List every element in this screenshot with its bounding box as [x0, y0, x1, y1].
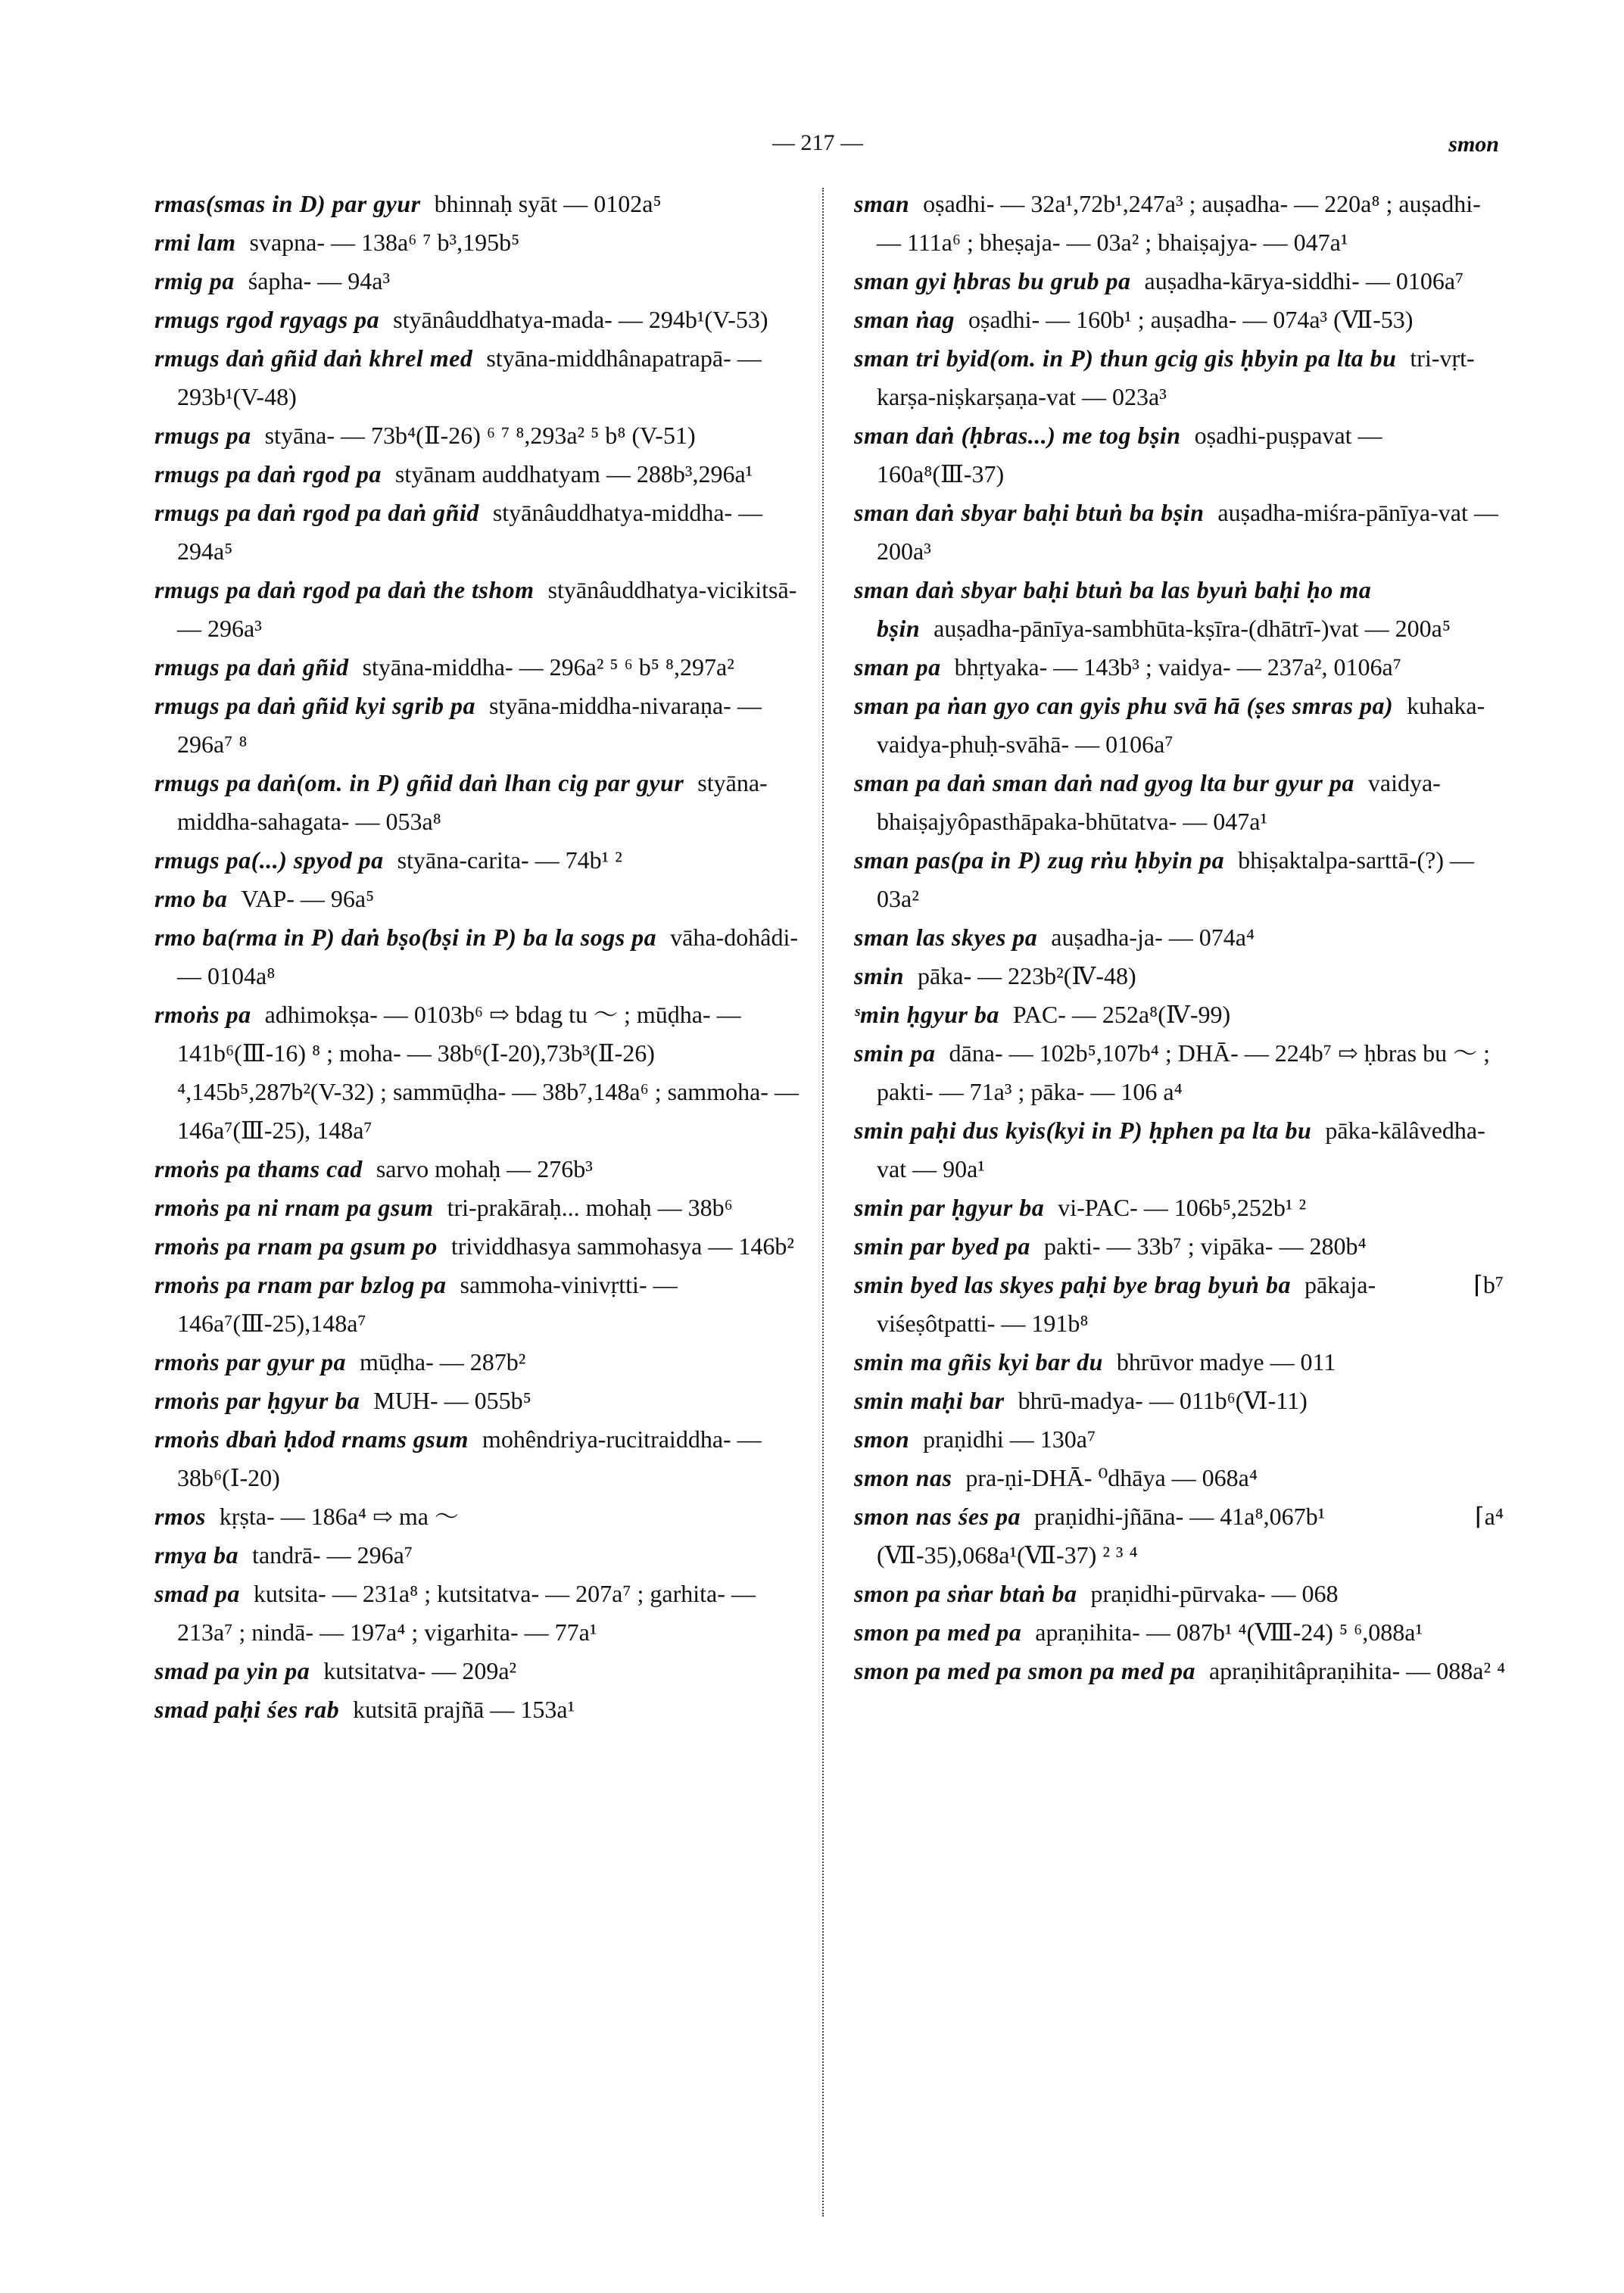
entry-gloss: kutsitatva- — 209a²: [323, 1657, 517, 1684]
entry-term: rmugs rgod rgyags pa: [154, 306, 380, 333]
dictionary-entry: [854, 1575, 1507, 1613]
entry-term: sman: [854, 190, 910, 217]
left-column: [154, 185, 803, 1729]
entry-gloss: bhinnaḥ syāt — 0102a⁵: [434, 190, 662, 217]
entry-term: smin maḥi bar: [854, 1387, 1005, 1414]
dictionary-entry: [854, 995, 1507, 1034]
dictionary-entry: [854, 1111, 1507, 1189]
dictionary-entry: [854, 648, 1507, 687]
entry-gloss: bhrū-madya- — 011b⁶(Ⅵ-11): [1018, 1387, 1308, 1414]
dictionary-entry: [854, 416, 1507, 494]
entry-gloss: adhimokṣa- — 0103b⁶ ⇨ bdag tu ～ ; mūḍha- — 141b⁶(Ⅲ-16) ⁸ ; moha- — 38b⁶(Ⅰ-20),73b³(Ⅱ-26) ⁴,145b⁵,287b²(V-32) ; sammūḍha- — 38b⁷,148a⁶ ; sammoha- — 146a⁷(Ⅲ-25), 148a⁷: [177, 1001, 799, 1144]
entry-term: smon nas: [854, 1464, 952, 1491]
dictionary-entry: [854, 1227, 1507, 1266]
entry-term: rmugs pa: [154, 422, 251, 449]
entry-term: smin byed las skyes paḥi bye brag byuṅ ba: [854, 1271, 1291, 1298]
dictionary-entry: [154, 339, 803, 416]
entry-term: sman daṅ sbyar baḥi btuṅ ba las byuṅ baḥi ḥo ma bṣin: [854, 576, 1372, 642]
dictionary-entry: [854, 841, 1507, 918]
entry-term: rmoṅs pa ni rnam pa gsum: [154, 1194, 434, 1221]
entry-term: rmig pa: [154, 267, 235, 294]
entry-term: sman pa daṅ sman daṅ nad gyog lta bur gyur pa: [854, 769, 1354, 796]
entry-gloss: praṇidhi-jñāna- — 41a⁸,067b¹ (Ⅶ-35),068a¹(Ⅶ-37) ² ³ ⁴: [877, 1503, 1326, 1569]
entry-term: sman pa: [854, 653, 941, 681]
dictionary-entry: [154, 1266, 803, 1343]
entry-term: rmas(smas in D) par gyur: [154, 190, 421, 217]
entry-term: rmo ba(rma in P) daṅ bṣo(bṣi in P) ba la sogs pa: [154, 924, 657, 951]
dictionary-entry: [854, 339, 1507, 416]
entry-gloss: kutsita- — 231a⁸ ; kutsitatva- — 207a⁷ ; garhita- — 213a⁷ ; nindā- — 197a⁴ ; vigarhita- — 77a¹: [177, 1580, 756, 1646]
entry-gloss: pāka-kālâvedha-vat — 90a¹: [877, 1117, 1485, 1182]
entry-gloss: bhiṣaktalpa-sarttā-(?) — 03a²: [877, 846, 1474, 912]
entry-term: rmugs pa(...) spyod pa: [154, 846, 384, 874]
entry-gloss: auṣadha-miśra-pānīya-vat — 200a³: [877, 499, 1498, 565]
entry-gloss: styāna- — 73b⁴(Ⅱ-26) ⁶ ⁷ ⁸,293a² ⁵ b⁸ (V-51): [264, 422, 696, 449]
entry-gloss: dāna- — 102b⁵,107b⁴ ; DHĀ- — 224b⁷ ⇨ ḥbras bu ～ ; pakti- — 71a³ ; pāka- — 106 a⁴: [877, 1039, 1490, 1105]
margin-note: ⌈a⁴: [1475, 1503, 1504, 1530]
dictionary-entry: [854, 1420, 1507, 1459]
dictionary-entry: [154, 764, 803, 841]
entry-term: sman ṅag: [854, 306, 955, 333]
entry-term: smad pa yin pa: [154, 1657, 310, 1684]
dictionary-entry: [854, 1459, 1507, 1497]
dictionary-entry: [854, 185, 1507, 262]
entry-gloss: oṣadhi-puṣpavat — 160a⁸(Ⅲ-37): [877, 422, 1382, 488]
dictionary-entry: [154, 494, 803, 571]
entry-term: sman daṅ sbyar baḥi btuṅ ba bṣin: [854, 499, 1205, 526]
dictionary-entry: [154, 1382, 803, 1420]
entry-gloss: styānâuddhatya-middha- — 294a⁵: [177, 499, 763, 565]
dictionary-entry: [854, 1034, 1507, 1111]
dictionary-entry: [854, 918, 1507, 957]
entry-term: rmoṅs pa rnam par bzlog pa: [154, 1271, 447, 1298]
dictionary-entry: [854, 1189, 1507, 1227]
entry-term: rmugs pa daṅ(om. in P) gñid daṅ lhan cig par gyur: [154, 769, 684, 796]
entry-gloss: styānâuddhatya-vicikitsā- — 296a³: [177, 576, 797, 642]
dictionary-entry: [154, 1575, 803, 1652]
entry-term: rmugs pa daṅ rgod pa daṅ gñid: [154, 499, 479, 526]
entry-term: rmoṅs par gyur pa: [154, 1348, 346, 1375]
entry-term: rmi lam: [154, 229, 236, 256]
dictionary-entry: [154, 1189, 803, 1227]
dictionary-entry: [154, 416, 803, 455]
entry-term: rmugs pa daṅ rgod pa: [154, 460, 382, 488]
entry-term: smin ma gñis kyi bar du: [854, 1348, 1103, 1375]
entry-term: rmo ba: [154, 885, 228, 912]
entry-term: rmugs pa daṅ gñid kyi sgrib pa: [154, 692, 475, 719]
column-divider: [822, 188, 824, 2217]
dictionary-entry: [854, 1266, 1507, 1343]
entry-term: rmoṅs pa rnam pa gsum po: [154, 1232, 438, 1260]
entry-gloss: vi-PAC- — 106b⁵,252b¹ ²: [1058, 1194, 1307, 1221]
entry-term: rmoṅs par ḥgyur ba: [154, 1387, 360, 1414]
dictionary-entry: [154, 1497, 803, 1536]
entry-term: smin par byed pa: [854, 1232, 1030, 1260]
entry-gloss: pakti- — 33b⁷ ; vipāka- — 280b⁴: [1043, 1232, 1367, 1260]
entry-gloss: auṣadha-kārya-siddhi- — 0106a⁷: [1144, 267, 1464, 294]
entry-term: smad pa: [154, 1580, 240, 1607]
dictionary-entry: [854, 1497, 1507, 1575]
entry-term: smin par ḥgyur ba: [854, 1194, 1045, 1221]
dictionary-entry: [154, 1690, 803, 1729]
running-head: smon: [1448, 132, 1499, 157]
entry-term: rmos: [154, 1503, 206, 1530]
entry-gloss: styāna-middha-nivaraṇa- — 296a⁷ ⁸: [177, 692, 762, 758]
entry-term: smin: [854, 962, 905, 989]
dictionary-entry: [854, 262, 1507, 301]
entry-gloss: pākaja-viśeṣôtpatti- — 191b⁸: [877, 1271, 1376, 1337]
entry-gloss: apraṇihita- — 087b¹ ⁴(Ⅷ-24) ⁵ ⁶,088a¹: [1035, 1618, 1423, 1646]
entry-gloss: apraṇihitâpraṇihita- — 088a² ⁴: [1208, 1657, 1506, 1684]
dictionary-entry: [154, 1343, 803, 1382]
entry-gloss: styānâuddhatya-mada- — 294b¹(V-53): [393, 306, 768, 333]
entry-gloss: styāna-middha-sahagata- — 053a⁸: [177, 769, 768, 835]
entry-gloss: auṣadha-ja- — 074a⁴: [1051, 924, 1255, 951]
entry-gloss: vāha-dohâdi- — 0104a⁸: [177, 924, 798, 989]
entry-gloss: bhrūvor madye — 011: [1116, 1348, 1336, 1375]
dictionary-entry: [154, 687, 803, 764]
dictionary-entry: [154, 185, 803, 223]
dictionary-entry: [154, 223, 803, 262]
entry-gloss: tri-vṛt-karṣa-niṣkarṣaṇa-vat — 023a³: [877, 344, 1475, 410]
entry-term: rmoṅs pa thams cad: [154, 1155, 363, 1182]
entry-gloss: styāna-middhânapatrapā- — 293b¹(V-48): [177, 344, 762, 410]
entry-term: sman daṅ (ḥbras...) me tog bṣin: [854, 422, 1181, 449]
entry-term: smon: [854, 1425, 910, 1453]
entry-gloss: kutsitā prajñā — 153a¹: [353, 1696, 575, 1723]
entry-term: rmya ba: [154, 1541, 239, 1569]
entry-gloss: sarvo mohaḥ — 276b³: [376, 1155, 593, 1182]
entry-term: sman pas(pa in P) zug rṅu ḥbyin pa: [854, 846, 1225, 874]
entry-term: rmugs pa daṅ gñid: [154, 653, 349, 681]
dictionary-entry: [154, 880, 803, 918]
dictionary-entry: [854, 1343, 1507, 1382]
dictionary-entry: [154, 1420, 803, 1497]
entry-gloss: vaidya-bhaiṣajyôpasthāpaka-bhūtatva- — 047a¹: [877, 769, 1441, 835]
entry-term: rmoṅs pa: [154, 1001, 251, 1028]
entry-term: rmugs pa daṅ rgod pa daṅ the tshom: [154, 576, 535, 603]
entry-gloss: auṣadha-pānīya-sambhūta-kṣīra-(dhātrī-)vat — 200a⁵: [934, 615, 1451, 642]
entry-term: smin paḥi dus kyis(kyi in P) ḥphen pa lta bu: [854, 1117, 1312, 1144]
right-column: [854, 185, 1507, 1690]
dictionary-entry: [154, 301, 803, 339]
entry-term: smon nas śes pa: [854, 1503, 1021, 1530]
entry-gloss: svapna- — 138a⁶ ⁷ b³,195b⁵: [249, 229, 520, 256]
dictionary-entry: [854, 957, 1507, 995]
dictionary-entry: [854, 571, 1507, 648]
entry-gloss: styāna-middha- — 296a² ⁵ ⁶ b⁵ ⁸,297a²: [362, 653, 734, 681]
dictionary-entry: [154, 1652, 803, 1690]
entry-term: ˢmin ḥgyur ba: [854, 1001, 999, 1028]
entry-gloss: praṇidhi-pūrvaka- — 068: [1090, 1580, 1339, 1607]
dictionary-entry: [854, 687, 1507, 764]
entry-gloss: sammoha-vinivṛtti- — 146a⁷(Ⅲ-25),148a⁷: [177, 1271, 678, 1337]
dictionary-entry: [154, 1227, 803, 1266]
dictionary-entry: [854, 1382, 1507, 1420]
dictionary-entry: [854, 1613, 1507, 1652]
entry-gloss: bhṛtyaka- — 143b³ ; vaidya- — 237a², 0106a⁷: [954, 653, 1401, 681]
margin-note: ⌈b⁷: [1473, 1271, 1504, 1298]
entry-gloss: oṣadhi- — 32a¹,72b¹,247a³ ; auṣadha- — 220a⁸ ; auṣadhi- — 111a⁶ ; bheṣaja- — 03a² ; bhaiṣajya- — 047a¹: [877, 190, 1481, 256]
dictionary-entry: [154, 918, 803, 995]
entry-gloss: oṣadhi- — 160b¹ ; auṣadha- — 074a³ (Ⅶ-53): [968, 306, 1414, 333]
entry-term: smad paḥi śes rab: [154, 1696, 340, 1723]
dictionary-entry: [154, 1150, 803, 1189]
entry-gloss: styāna-carita- — 74b¹ ²: [397, 846, 622, 874]
entry-gloss: styānam auddhatyam — 288b³,296a¹: [394, 460, 753, 488]
entry-gloss: PAC- — 252a⁸(Ⅳ-99): [1012, 1001, 1231, 1028]
entry-gloss: tri-prakāraḥ... mohaḥ — 38b⁶: [447, 1194, 733, 1221]
entry-term: sman pa ṅan gyo can gyis phu svā hā (ṣes smras pa): [854, 692, 1394, 719]
dictionary-entry: [154, 995, 803, 1150]
entry-gloss: tandrā- — 296a⁷: [252, 1541, 413, 1569]
entry-gloss: pra-ṇi-DHĀ- ⁰dhāya — 068a⁴: [965, 1464, 1258, 1491]
dictionary-entry: [154, 262, 803, 301]
dictionary-entry: [854, 764, 1507, 841]
dictionary-entry: [154, 648, 803, 687]
entry-term: sman gyi ḥbras bu grub pa: [854, 267, 1131, 294]
dictionary-entry: [154, 455, 803, 494]
dictionary-entry: [154, 841, 803, 880]
entry-term: smon pa med pa: [854, 1618, 1022, 1646]
dictionary-entry: [154, 1536, 803, 1575]
entry-gloss: mohêndriya-rucitraiddha- — 38b⁶(Ⅰ-20): [177, 1425, 762, 1491]
entry-gloss: mūḍha- — 287b²: [360, 1348, 526, 1375]
entry-term: smon pa med pa smon pa med pa: [854, 1657, 1195, 1684]
entry-term: smin pa: [854, 1039, 936, 1067]
entry-gloss: MUH- — 055b⁵: [373, 1387, 531, 1414]
entry-term: rmugs daṅ gñid daṅ khrel med: [154, 344, 473, 372]
entry-term: rmoṅs dbaṅ ḥdod rnams gsum: [154, 1425, 469, 1453]
entry-term: smon pa sṅar btaṅ ba: [854, 1580, 1077, 1607]
entry-term: sman las skyes pa: [854, 924, 1038, 951]
entry-gloss: kuhaka-vaidya-phuḥ-svāhā- — 0106a⁷: [877, 692, 1485, 758]
entry-gloss: pāka- — 223b²(Ⅳ-48): [918, 962, 1136, 989]
entry-gloss: śapha- — 94a³: [248, 267, 391, 294]
entry-gloss: praṇidhi — 130a⁷: [923, 1425, 1096, 1453]
entry-gloss: trividdhasya sammohasya — 146b²: [450, 1232, 794, 1260]
dictionary-entry: [154, 571, 803, 648]
entry-term: sman tri byid(om. in P) thun gcig gis ḥbyin pa lta bu: [854, 344, 1397, 372]
dictionary-entry: [854, 494, 1507, 571]
dictionary-entry: [854, 301, 1507, 339]
dictionary-entry: [854, 1652, 1507, 1690]
page-number: — 217 —: [772, 130, 863, 155]
entry-gloss: kṛṣta- — 186a⁴ ⇨ ma ～: [219, 1503, 459, 1530]
entry-gloss: VAP- — 96a⁵: [241, 885, 375, 912]
